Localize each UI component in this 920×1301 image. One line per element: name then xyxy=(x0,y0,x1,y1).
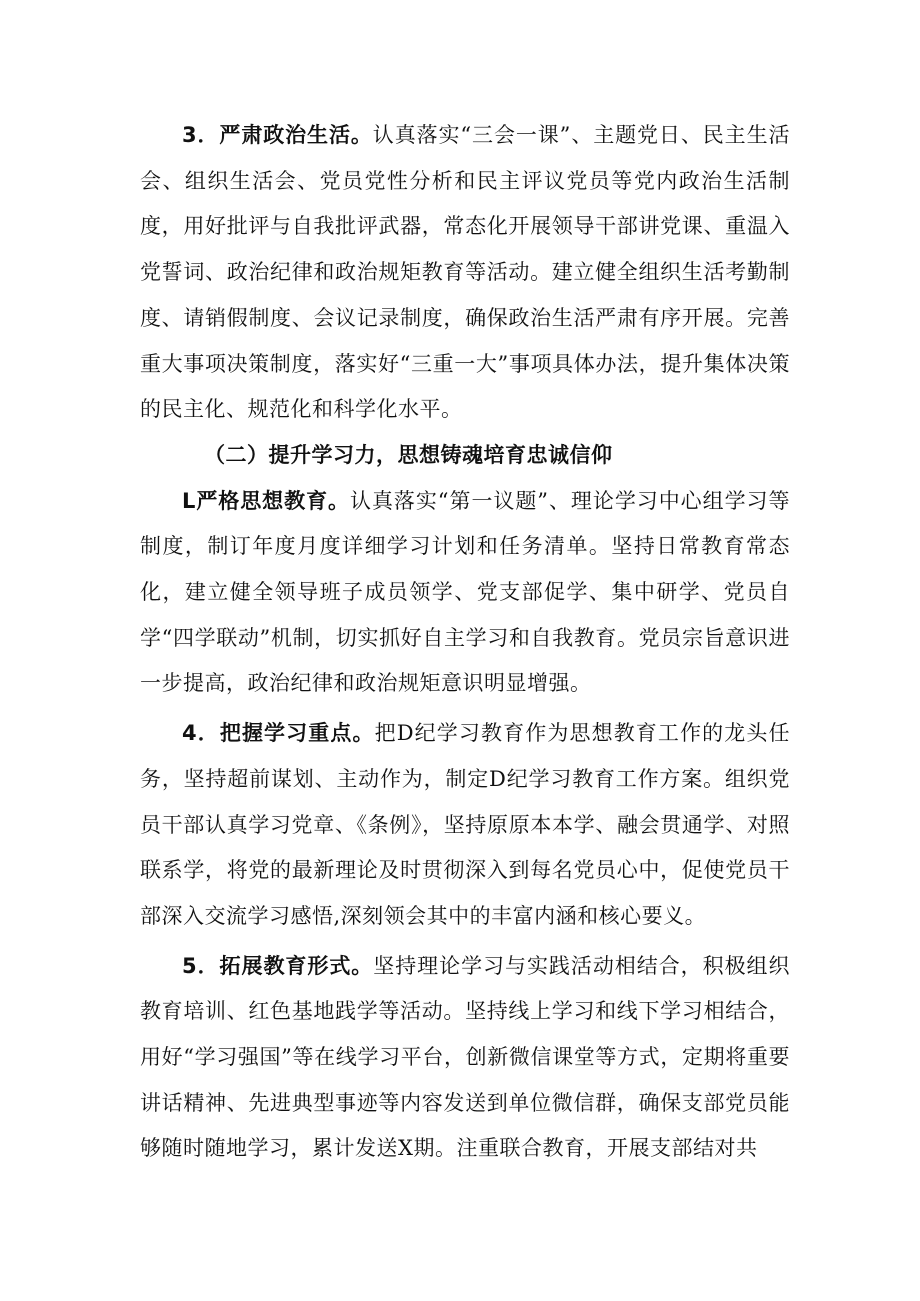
paragraph-text: 把D纪学习教育作为思想教育工作的龙头任务，坚持超前谋划、主动作为，制定D纪学习教育工作方案。组织党员干部认真学习党章、《条例》，坚持原原本本学、融会贯通学、对照联系学，将党的最新理论及时贯彻深入到每名党员心中，促使党员干部深入交流学习感悟,深刻领会其中的丰富内涵和核心要义。 xyxy=(140,721,790,928)
paragraph-text: 坚持理论学习与实践活动相结合，积极组织教育培训、红色基地践学等活动。坚持线上学习和线下学习相结合，用好“学习强国”等在线学习平台，创新微信课堂等方式，定期将重要讲话精神、先进典型事迹等内容发送到单位微信群，确保支部党员能够随时随地学习，累计发送X期。注重联合教育，开展支部结对共 xyxy=(140,953,790,1161)
paragraph-lead: 3．严肃政治生活。 xyxy=(182,123,373,147)
paragraph-education-forms xyxy=(140,944,790,1173)
paragraph-lead: 4．把握学习重点。 xyxy=(182,721,375,746)
paragraph-text: 认真落实“第一议题”、理论学习中心组学习等制度，制订年度月度详细学习计划和任务清单。坚持日常教育常态化，建立健全领导班子成员领学、党支部促学、集中研学、党员自学“四学联动”机制，切实抓好自主学习和自我教育。党员宗旨意识进一步提高，政治纪律和政治规矩意识明显增强。 xyxy=(140,488,790,696)
paragraph-lead: 5．拓展教育形式。 xyxy=(182,953,374,978)
paragraph-political-life xyxy=(140,113,790,433)
document-body xyxy=(140,113,790,1172)
section-heading: （二）提升学习力，思想铸魂培育忠诚信仰 xyxy=(204,442,613,467)
paragraph-ideological-education xyxy=(140,479,790,708)
paragraph-study-focus xyxy=(140,711,790,940)
paragraph-lead: L严格思想教育。 xyxy=(182,488,350,513)
paragraph-text: 认真落实“三会一课”、主题党日、民主生活会、组织生活会、党员党性分析和民主评议党员等党内政治生活制度，用好批评与自我批评武器，常态化开展领导干部讲党课、重温入党誓词、政治纪律和政治规矩教育等活动。建立健全组织生活考勤制度、请销假制度、会议记录制度，确保政治生活严肃有序开展。完善重大事项决策制度，落实好“三重一大”事项具体办法，提升集体决策的民主化、规范化和科学化水平。 xyxy=(140,123,790,422)
